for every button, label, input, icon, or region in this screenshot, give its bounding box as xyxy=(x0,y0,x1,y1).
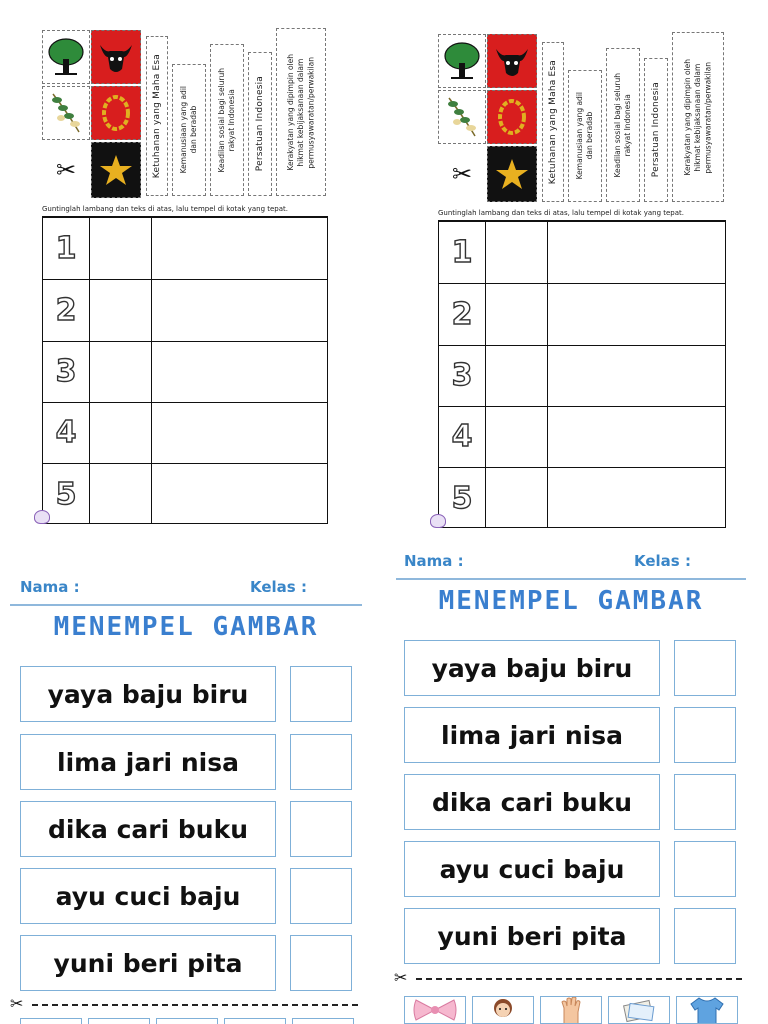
rice-cotton-icon xyxy=(443,94,481,140)
row-number: 2 xyxy=(451,296,473,332)
ribbon-icon xyxy=(410,997,460,1023)
rice-tile xyxy=(42,86,90,140)
cutout-picture xyxy=(472,996,534,1024)
row-number: 5 xyxy=(55,476,77,512)
chain-icon xyxy=(99,93,133,133)
header-rule xyxy=(10,604,362,606)
sila-3-strip: Persatuan Indonesia xyxy=(644,58,668,202)
brand-logo xyxy=(430,514,446,528)
sentence-box: lima jari nisa xyxy=(404,707,660,763)
sila-4-strip: Kerakyatan yang dipimpin oleh hikmat kebijaksanaan dalam permusyawaratan/perwakilan xyxy=(276,28,326,196)
cutout-picture xyxy=(404,996,466,1024)
chain-tile xyxy=(91,86,141,140)
instruction-text: Guntinglah lambang dan teks di atas, lalu tempel di kotak yang tepat. xyxy=(42,205,288,213)
row-number: 3 xyxy=(55,354,77,389)
worksheet-title: MENEMPEL GAMBAR xyxy=(438,586,704,616)
sentence-box: yuni beri pita xyxy=(404,908,660,964)
girl-icon xyxy=(488,996,518,1024)
cutout-picture xyxy=(540,996,602,1024)
sila-5-strip: Keadilan sosial bagi seluruh rakyat Indonesia xyxy=(210,44,244,196)
row-number: 1 xyxy=(55,230,77,266)
header-rule xyxy=(396,578,746,580)
sila-2-strip: Kemanusiaan yang adil dan beradab xyxy=(172,64,206,196)
cut-line xyxy=(416,978,742,980)
rice-cotton-icon xyxy=(47,90,85,136)
sila-1-strip: Ketuhanan yang Maha Esa xyxy=(146,36,168,196)
row-number: 4 xyxy=(451,419,473,454)
row-number: 5 xyxy=(451,480,473,516)
sila-5-strip: Keadilan sosial bagi seluruh rakyat Indonesia xyxy=(606,48,640,202)
star-tile xyxy=(487,146,537,202)
picture-slot[interactable] xyxy=(290,666,352,722)
star-icon xyxy=(495,157,529,191)
kelas-label: Kelas : xyxy=(634,552,691,570)
instruction-text: Guntinglah lambang dan teks di atas, lalu tempel di kotak yang tepat. xyxy=(438,209,684,217)
scissors-icon: ✂ xyxy=(451,160,473,188)
worksheet-title: MENEMPEL GAMBAR xyxy=(53,612,319,642)
tree-tile xyxy=(42,30,90,84)
bull-tile xyxy=(91,30,141,84)
picture-slot[interactable] xyxy=(290,935,352,991)
hand-icon xyxy=(556,996,586,1024)
scissors-tile xyxy=(42,142,90,198)
row-number: 2 xyxy=(55,292,77,328)
sentence-box: ayu cuci baju xyxy=(404,841,660,897)
sila-2-strip: Kemanusiaan yang adil dan beradab xyxy=(568,70,602,202)
answer-grid xyxy=(438,220,726,528)
star-icon xyxy=(99,153,133,187)
scissors-tile xyxy=(438,146,486,202)
sentence-box: dika cari buku xyxy=(404,774,660,830)
cutout-picture xyxy=(292,1018,354,1024)
nama-label: Nama : xyxy=(404,552,464,570)
picture-slot[interactable] xyxy=(290,868,352,924)
nama-label: Nama : xyxy=(20,578,80,596)
row-number: 1 xyxy=(451,234,473,270)
chain-icon xyxy=(495,97,529,137)
sentence-box: yaya baju biru xyxy=(20,666,276,722)
cutout-picture xyxy=(608,996,670,1024)
star-tile xyxy=(91,142,141,198)
sentence-box: lima jari nisa xyxy=(20,734,276,790)
rice-tile xyxy=(438,90,486,144)
bull-head-icon xyxy=(96,37,136,77)
sila-4-strip: Kerakyatan yang dipimpin oleh hikmat kebijaksanaan dalam permusyawaratan/perwakilan xyxy=(672,32,724,202)
scissors-icon: ✂ xyxy=(10,994,24,1013)
kelas-label: Kelas : xyxy=(250,578,307,596)
picture-slot[interactable] xyxy=(674,707,736,763)
sentence-box: ayu cuci baju xyxy=(20,868,276,924)
sila-3-strip: Persatuan Indonesia xyxy=(248,52,272,196)
bull-tile xyxy=(487,34,537,88)
cutout-picture xyxy=(156,1018,218,1024)
row-number: 3 xyxy=(451,358,473,393)
sentence-box: yuni beri pita xyxy=(20,935,276,991)
cutout-picture xyxy=(676,996,738,1024)
scissors-icon: ✂ xyxy=(55,156,77,184)
picture-slot[interactable] xyxy=(674,640,736,696)
banyan-tree-icon xyxy=(443,41,481,81)
row-number: 4 xyxy=(55,415,77,450)
answer-grid xyxy=(42,216,328,524)
scissors-icon: ✂ xyxy=(394,968,408,987)
brand-logo xyxy=(34,510,50,524)
cutout-picture xyxy=(88,1018,150,1024)
tree-tile xyxy=(438,34,486,88)
cutout-picture xyxy=(20,1018,82,1024)
books-icon xyxy=(619,997,659,1023)
cutout-picture xyxy=(224,1018,286,1024)
bull-head-icon xyxy=(492,41,532,81)
chain-tile xyxy=(487,90,537,144)
sentence-box: dika cari buku xyxy=(20,801,276,857)
picture-slot[interactable] xyxy=(674,841,736,897)
banyan-tree-icon xyxy=(47,37,85,77)
sila-1-strip: Ketuhanan yang Maha Esa xyxy=(542,42,564,202)
picture-slot[interactable] xyxy=(674,908,736,964)
picture-slot[interactable] xyxy=(290,801,352,857)
sentence-box: yaya baju biru xyxy=(404,640,660,696)
picture-slot[interactable] xyxy=(674,774,736,830)
cut-line xyxy=(32,1004,358,1006)
picture-slot[interactable] xyxy=(290,734,352,790)
shirt-icon xyxy=(687,996,727,1024)
